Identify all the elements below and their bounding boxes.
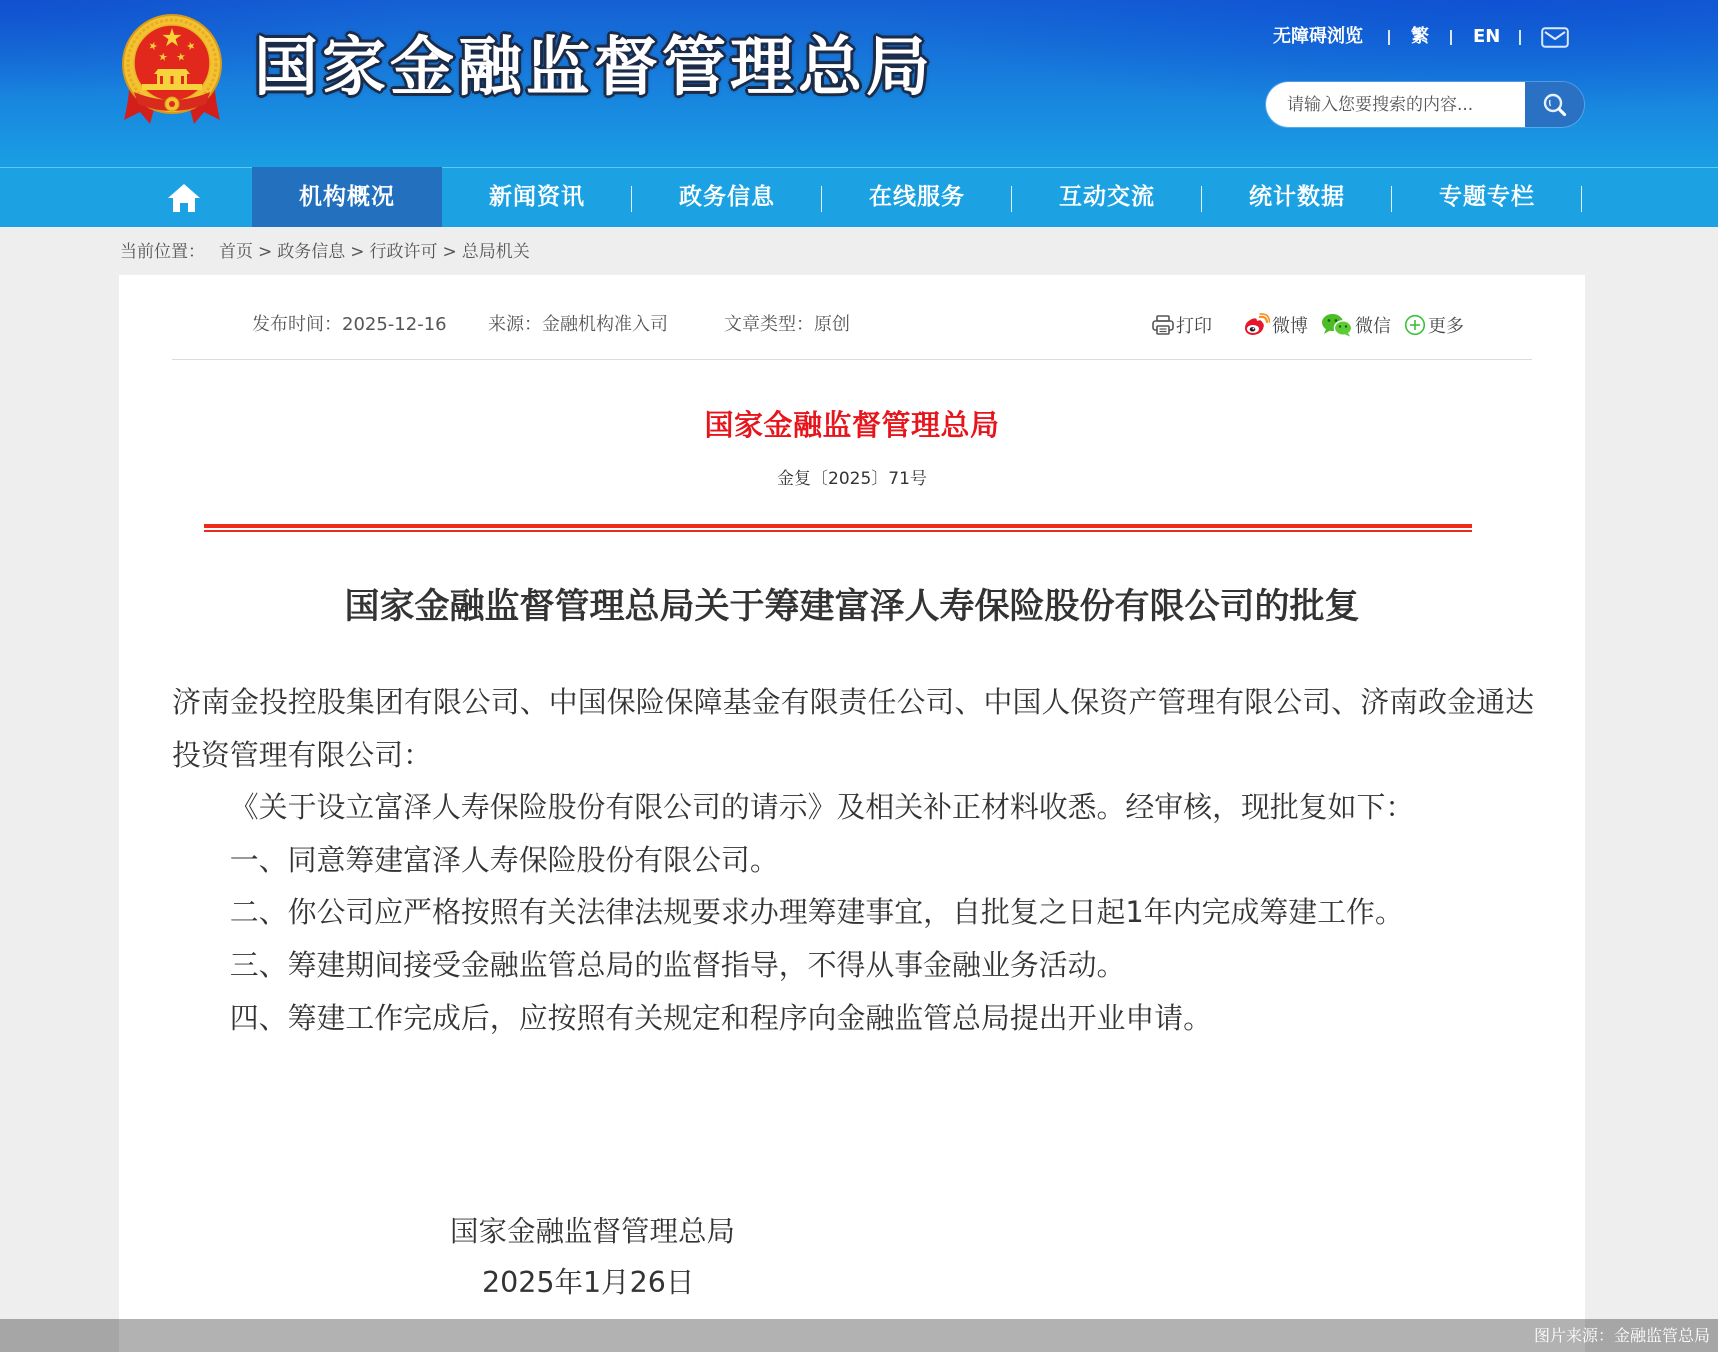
image-source-caption-bar	[0, 1319, 1718, 1352]
breadcrumb-item-home[interactable]: 首页	[219, 242, 253, 262]
search-button[interactable]	[1525, 82, 1584, 127]
share-more-button[interactable]	[1404, 312, 1464, 338]
toplink-divider	[1519, 30, 1521, 45]
mail-icon	[1541, 27, 1569, 48]
nav-item-institution-overview[interactable]: 机构概况	[252, 167, 442, 227]
publish-date-label: 发布时间：	[252, 314, 342, 335]
main-nav	[0, 167, 1718, 227]
search-input[interactable]	[1266, 82, 1525, 127]
nav-item-interaction[interactable]: 互动交流	[1012, 167, 1202, 227]
printer-icon	[1152, 315, 1174, 335]
document-body	[172, 676, 1534, 1044]
signature-organization: 国家金融监督管理总局	[450, 1215, 736, 1248]
site-header	[0, 0, 1718, 167]
home-icon	[167, 183, 201, 213]
breadcrumb-separator: >	[442, 242, 457, 262]
toplink-divider	[1388, 30, 1390, 45]
nav-home-link[interactable]	[119, 168, 252, 227]
source-label: 来源：	[488, 314, 542, 335]
weibo-label: 微博	[1272, 316, 1308, 337]
nav-item-special-topics[interactable]: 专题专栏	[1392, 167, 1582, 227]
document-title: 国家金融监督管理总局关于筹建富泽人寿保险股份有限公司的批复	[344, 587, 1360, 627]
breadcrumb-label: 当前位置：	[120, 242, 205, 262]
document-paragraph: 一、同意筹建富泽人寿保险股份有限公司。	[229, 842, 779, 877]
article-type	[724, 313, 850, 337]
share-weibo-button[interactable]	[1242, 312, 1308, 338]
breadcrumb-separator: >	[350, 242, 365, 262]
document-recipients: 济南金投控股集团有限公司、中国保险保障基金有限责任公司、中国人保资产管理有限公司、济南政金通达投资管理有限公司：	[172, 685, 1534, 772]
weibo-icon	[1242, 313, 1270, 337]
nav-item-online-services[interactable]: 在线服务	[822, 167, 1012, 227]
red-header-rule-thin	[204, 530, 1472, 532]
image-source-caption: 图片来源：金融监管总局	[1533, 1326, 1710, 1345]
search-icon	[1542, 92, 1568, 118]
breadcrumb	[120, 240, 530, 264]
signature-date: 2025年1月26日	[482, 1266, 695, 1299]
traditional-chinese-link[interactable]: 繁	[1411, 26, 1429, 47]
breadcrumb-item-headquarters[interactable]: 总局机关	[461, 242, 530, 262]
wechat-label: 微信	[1355, 316, 1391, 337]
print-label: 打印	[1176, 316, 1212, 337]
document-paragraph: 《关于设立富泽人寿保险股份有限公司的请示》及相关补正材料收悉。经审核，现批复如下：	[229, 790, 1415, 825]
print-button[interactable]	[1152, 312, 1212, 338]
toplink-divider	[1450, 30, 1452, 45]
document-paragraph: 三、筹建期间接受金融监管总局的监督指导，不得从事金融业务活动。	[229, 947, 1126, 982]
document-paragraph: 二、你公司应严格按照有关法律法规要求办理筹建事宜，自批复之日起1年内完成筹建工作。	[229, 895, 1404, 930]
national-emblem-icon	[120, 12, 224, 126]
nav-item-government-affairs[interactable]: 政务信息	[632, 167, 822, 227]
article-type-value: 原创	[814, 314, 850, 335]
mail-link[interactable]	[1541, 27, 1569, 48]
document-number: 金复〔2025〕71号	[777, 469, 927, 489]
breadcrumb-item-administrative-licensing[interactable]: 行政许可	[369, 242, 438, 262]
wechat-icon	[1321, 313, 1353, 337]
breadcrumb-item-government-affairs[interactable]: 政务信息	[277, 242, 346, 262]
more-label: 更多	[1428, 316, 1464, 337]
nav-item-statistics[interactable]: 统计数据	[1202, 167, 1392, 227]
site-title: 国家金融监督管理总局	[254, 31, 934, 105]
document-paragraph: 四、筹建工作完成后，应按照有关规定和程序向金融监管总局提出开业申请。	[229, 1000, 1213, 1035]
document-issuer-heading: 国家金融监督管理总局	[704, 408, 1000, 442]
article-type-label: 文章类型：	[724, 314, 814, 335]
nav-item-news[interactable]: 新闻资讯	[442, 167, 632, 227]
accessibility-link[interactable]: 无障碍浏览	[1273, 26, 1363, 47]
plus-circle-icon	[1404, 314, 1426, 336]
article-source	[488, 313, 668, 337]
red-header-rule	[204, 524, 1472, 528]
publish-date	[252, 313, 447, 337]
publish-date-value: 2025-12-16	[342, 314, 447, 335]
share-wechat-button[interactable]	[1321, 312, 1391, 338]
meta-divider	[172, 359, 1532, 360]
english-link[interactable]: EN	[1473, 26, 1501, 47]
article-panel	[119, 275, 1585, 1352]
breadcrumb-separator: >	[258, 242, 273, 262]
source-value: 金融机构准入司	[542, 314, 668, 335]
site-search	[1266, 82, 1584, 127]
